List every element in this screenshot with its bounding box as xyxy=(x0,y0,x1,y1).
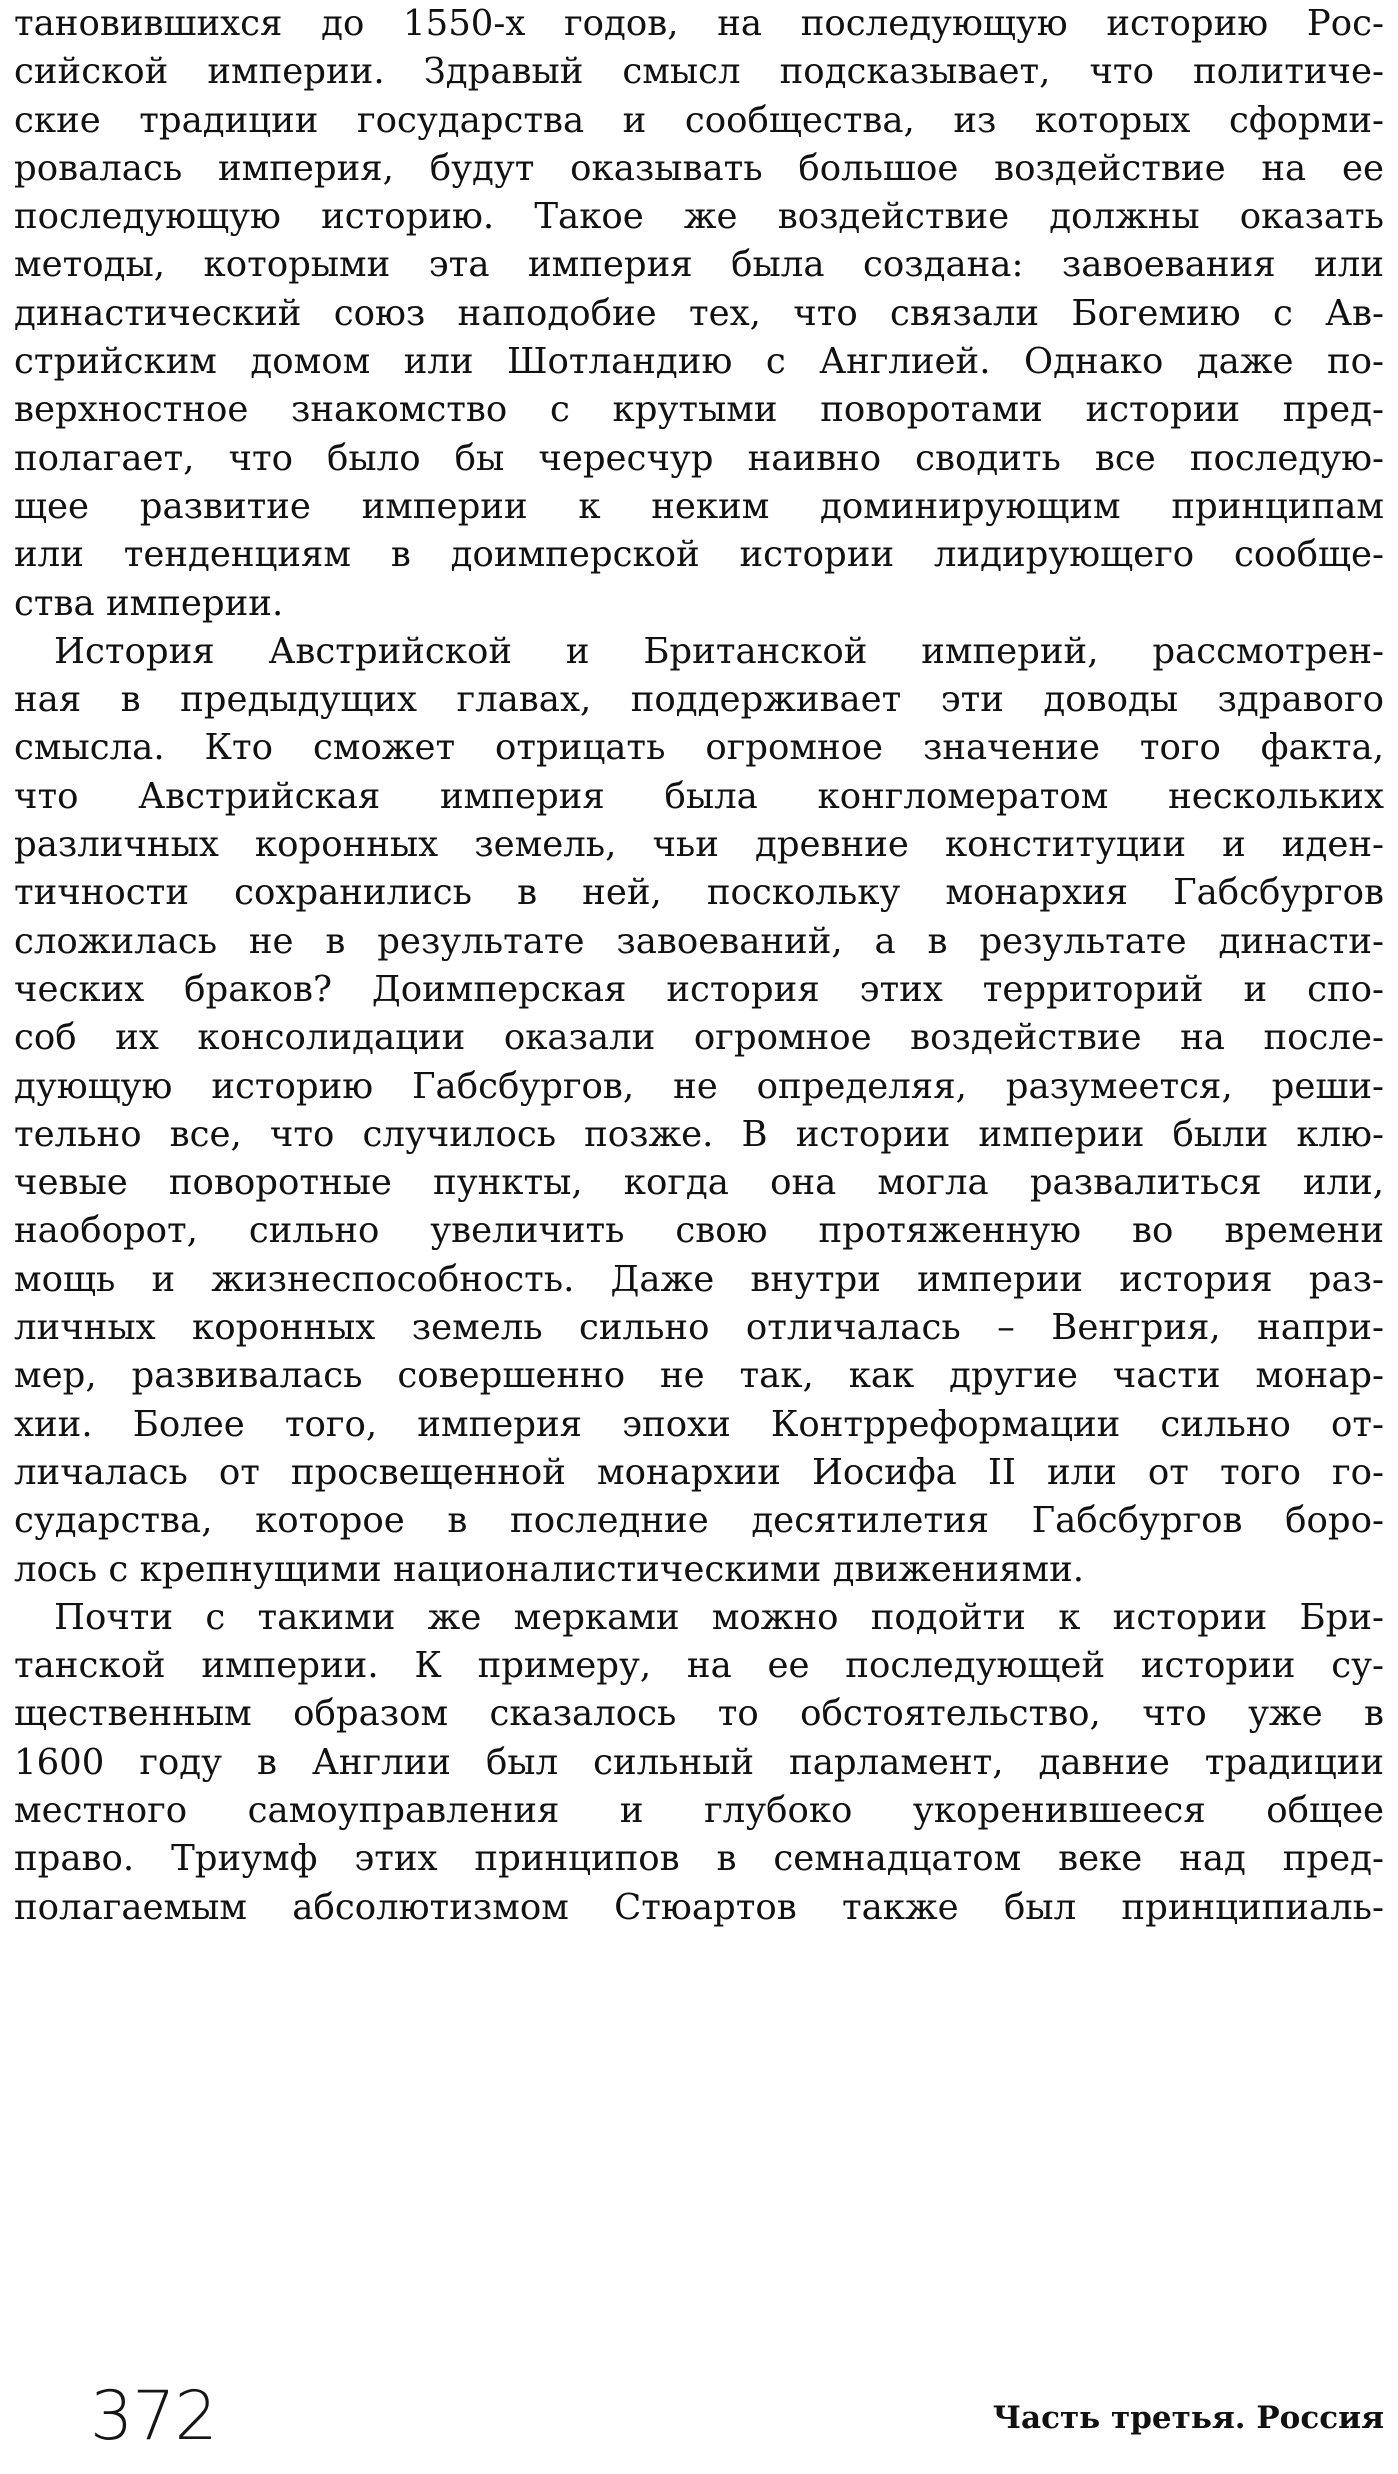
text-line: 1600 году в Англии был сильный парламент, давние традиции xyxy=(14,1741,1384,1783)
text-line: личалась от просвещенной монархии Иосифа II или от того го- xyxy=(14,1451,1384,1493)
text-line: династический союз наподобие тех, что связали Богемию с Ав- xyxy=(14,292,1384,334)
text-line: чевые поворотные пункты, когда она могла развалиться или, xyxy=(14,1162,1384,1204)
page-number: 372 xyxy=(90,2377,217,2456)
text-line: полагаемым абсолютизмом Стюартов также был принципиаль- xyxy=(14,1886,1384,1928)
text-line: ческих браков? Доимперская история этих территорий и спо- xyxy=(14,968,1384,1010)
text-line: право. Триумф этих принципов в семнадцатом веке над пред- xyxy=(14,1838,1384,1880)
text-line: мер, развивалась совершенно не так, как другие части монар- xyxy=(14,1355,1384,1397)
text-line: что Австрийская империя была конгломератом нескольких xyxy=(14,775,1384,817)
text-line: соб их консолидации оказали огромное воздействие на после- xyxy=(14,1017,1384,1059)
paragraph-end-line: ства империи. xyxy=(14,582,284,624)
text-line: хии. Более того, империя эпохи Контрреформации сильно от- xyxy=(14,1403,1384,1445)
text-line: щее развитие империи к неким доминирующим принципам xyxy=(14,485,1384,527)
text-line: последующую историю. Такое же воздействие должны оказать xyxy=(14,196,1384,238)
text-line: местного самоуправления и глубоко укоренившееся общее xyxy=(14,1789,1384,1831)
text-line: личных коронных земель сильно отличалась – Венгрия, напри- xyxy=(14,1307,1384,1349)
running-head: Часть третья. Россия xyxy=(992,2400,1384,2436)
text-line: тельно все, что случилось позже. В истории империи были клю- xyxy=(14,1113,1384,1155)
text-line: сложилась не в результате завоеваний, а в результате династи- xyxy=(14,920,1384,962)
text-line: сийской империи. Здравый смысл подсказывает, что политиче- xyxy=(14,51,1384,93)
text-line: полагает, что было бы чересчур наивно сводить все последую- xyxy=(14,437,1384,479)
text-line: или тенденциям в доимперской истории лидирующего сообще- xyxy=(14,534,1384,576)
text-line: смысла. Кто сможет отрицать огромное значение того факта, xyxy=(14,727,1384,769)
text-line: верхностное знакомство с крутыми поворотами истории пред- xyxy=(14,389,1384,431)
text-line: тичности сохранились в ней, поскольку монархия Габсбургов xyxy=(14,872,1384,914)
text-line: мощь и жизнеспособность. Даже внутри империи история раз- xyxy=(14,1258,1384,1300)
text-line: ная в предыдущих главах, поддерживает эти доводы здравого xyxy=(14,679,1384,721)
text-line: дующую историю Габсбургов, не определяя, разумеется, реши- xyxy=(14,1065,1384,1107)
text-line: ские традиции государства и сообщества, из которых сформи- xyxy=(14,99,1384,141)
text-line: сударства, которое в последние десятилетия Габсбургов боро- xyxy=(14,1500,1384,1542)
book-page xyxy=(14,0,1384,2474)
text-line: стрийским домом или Шотландию с Англией. Однако даже по- xyxy=(14,341,1384,383)
text-line: наоборот, сильно увеличить свою протяженную во времени xyxy=(14,1210,1384,1252)
text-line: танской империи. К примеру, на ее последующей истории су- xyxy=(14,1645,1384,1687)
text-line: методы, которыми эта империя была создана: завоевания или xyxy=(14,244,1384,286)
paragraph-start-line: Почти с такими же мерками можно подойти к истории Бри- xyxy=(54,1596,1384,1638)
paragraph-end-line: лось с крепнущими националистическими движениями. xyxy=(14,1548,1085,1590)
page-footer xyxy=(14,2372,1384,2462)
paragraph-start-line: История Австрийской и Британской империй, рассмотрен- xyxy=(54,630,1384,672)
text-line: различных коронных земель, чьи древние конституции и иден- xyxy=(14,824,1384,866)
text-line: ровалась империя, будут оказывать большое воздействие на ее xyxy=(14,147,1384,189)
text-line: щественным образом сказалось то обстоятельство, что уже в xyxy=(14,1693,1384,1735)
body-text xyxy=(14,0,1384,1932)
text-line: тановившихся до 1550-х годов, на последующую историю Рос- xyxy=(14,3,1384,44)
